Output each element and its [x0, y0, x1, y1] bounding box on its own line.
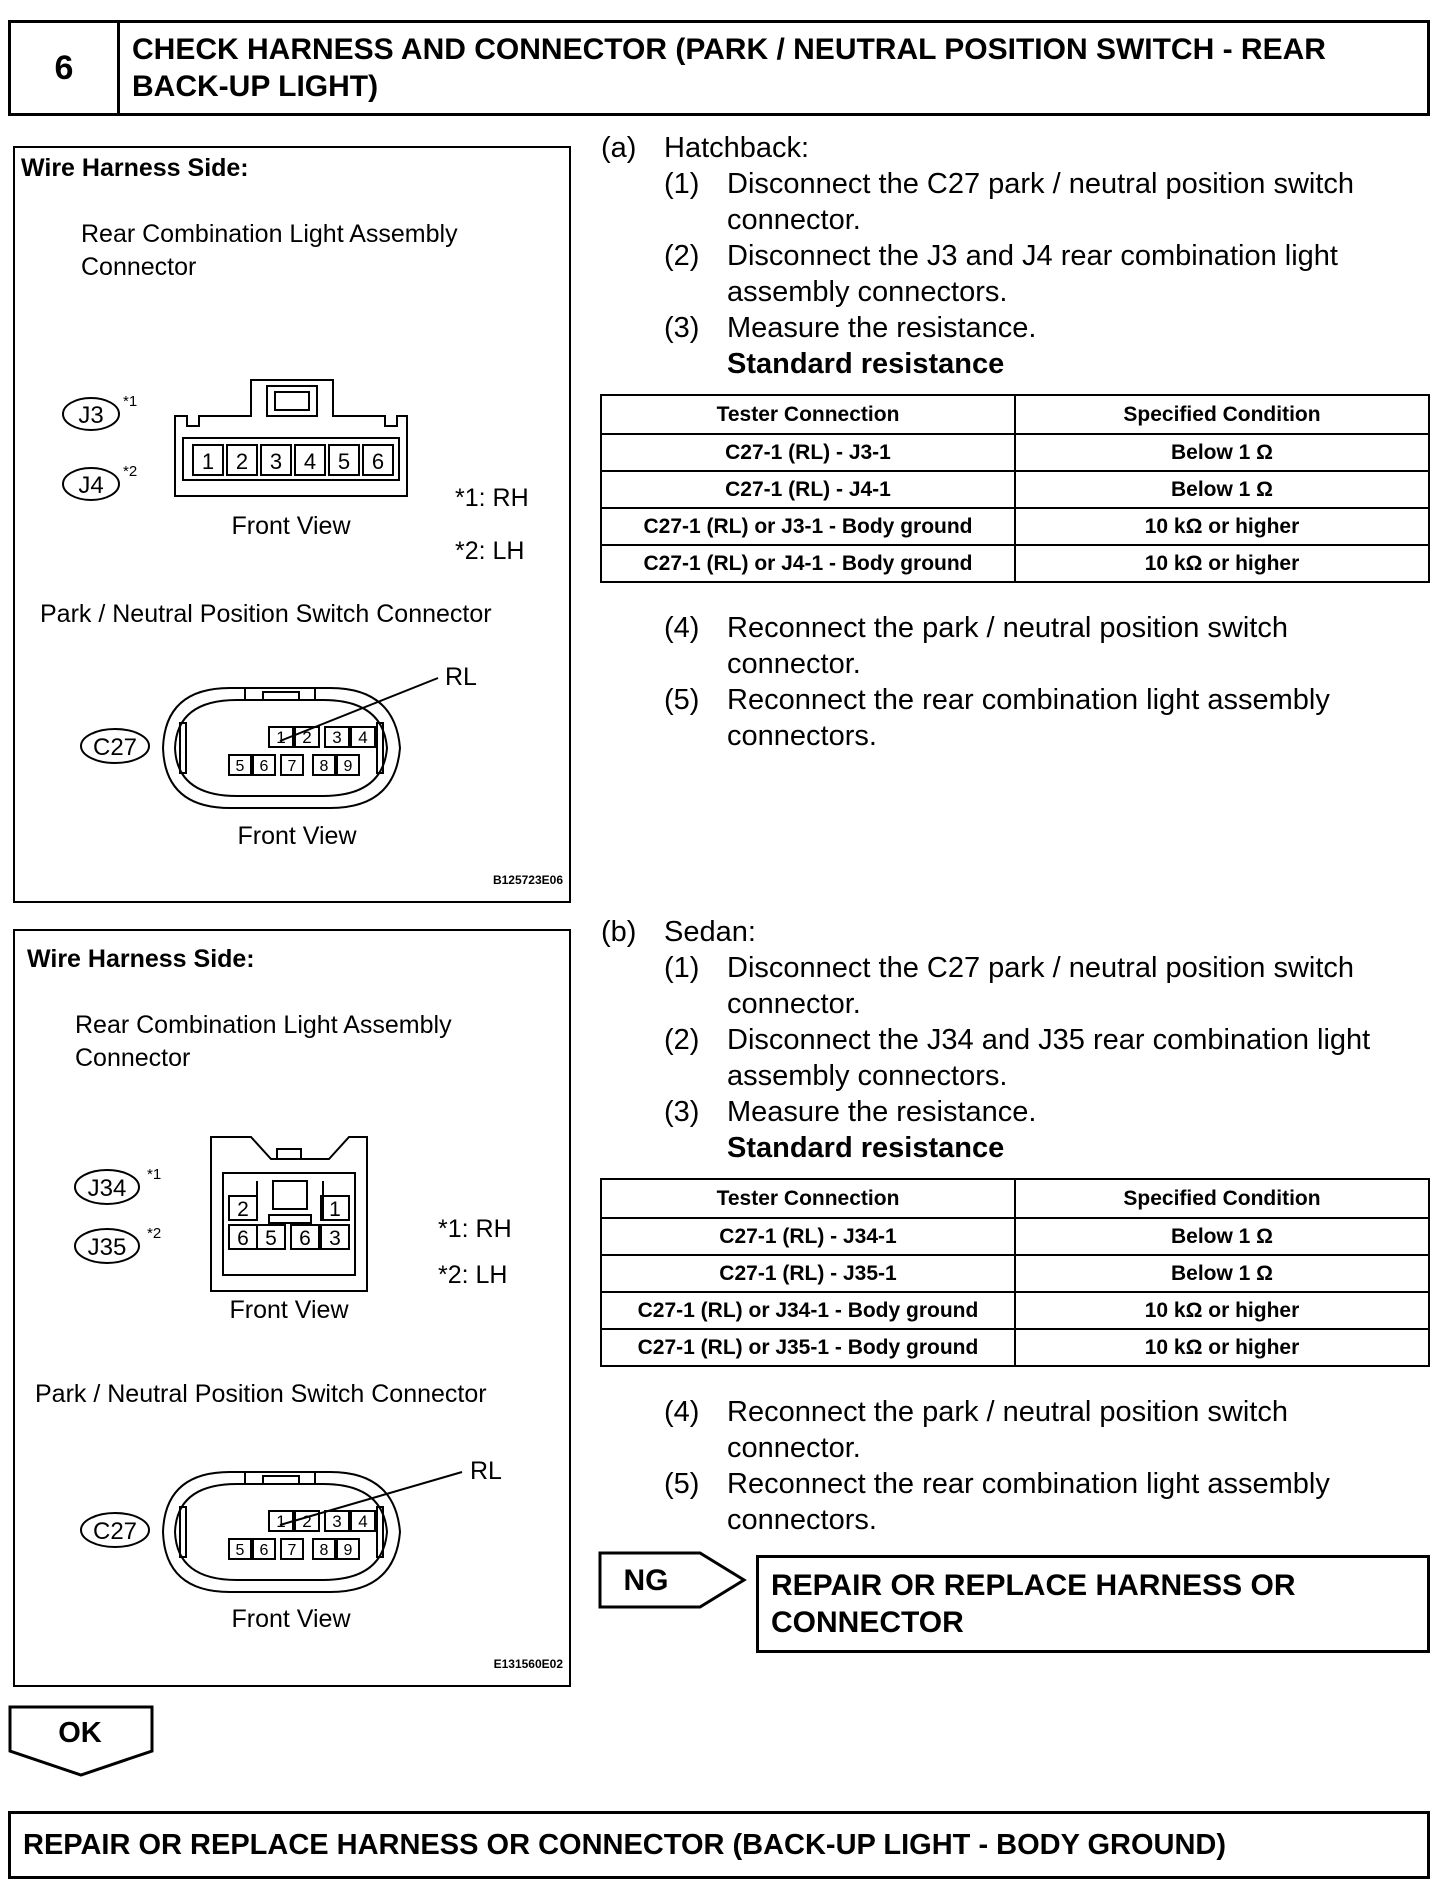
- note-lh: *2: LH: [438, 1261, 508, 1289]
- rl-label: RL: [445, 663, 477, 691]
- c27-pin-4: 4: [358, 1512, 368, 1531]
- step-num-3: (3): [664, 312, 700, 344]
- header-tester-connection: Tester Connection: [601, 395, 1015, 434]
- sedan-pin-6a: 6: [237, 1227, 249, 1250]
- rear-connector-label: Rear Combination Light Assembly: [81, 220, 458, 248]
- c27-pin-5: 5: [235, 758, 245, 775]
- sedan-connector-diagram: [15, 931, 569, 1685]
- c27-pin-1: 1: [276, 1512, 286, 1531]
- rear-connector-label: Rear Combination Light Assembly: [75, 1011, 452, 1039]
- step-num-2: (2): [664, 1024, 700, 1056]
- header-specified-condition: Specified Condition: [1015, 1179, 1429, 1218]
- resistance-table-sedan: [600, 1178, 1430, 1367]
- note-rh: *1: RH: [438, 1215, 512, 1243]
- table-row: [601, 1218, 1429, 1255]
- table-row: [601, 434, 1429, 471]
- c27-pin-4: 4: [358, 728, 368, 747]
- step-num-4: (4): [664, 1396, 700, 1428]
- c27-pin-9: 9: [343, 1542, 353, 1559]
- pin-6: 6: [371, 449, 385, 474]
- step-1-line-1: Disconnect the C27 park / neutral position switch: [727, 952, 1355, 984]
- j3-label: J3: [78, 402, 104, 429]
- ng-result-box: [756, 1555, 1430, 1653]
- step-2-line-2: assembly connectors.: [727, 1060, 1008, 1092]
- hatchback-connector-diagram: [15, 148, 569, 901]
- step-4-line-2: connector.: [727, 648, 861, 680]
- resistance-table-hatchback: [600, 394, 1430, 583]
- step-num-3: (3): [664, 1096, 700, 1128]
- j3-sup: *1: [123, 393, 138, 410]
- rl-label: RL: [470, 1457, 502, 1485]
- cell-condition: 10 kΩ or higher: [1015, 1329, 1429, 1366]
- step-4-line-1: Reconnect the park / neutral position switch: [727, 612, 1288, 644]
- front-view-label: Front View: [229, 1296, 349, 1324]
- table-row: [601, 471, 1429, 508]
- cell-connection: C27-1 (RL) - J4-1: [601, 471, 1015, 508]
- pin-5: 5: [337, 449, 351, 474]
- step-num-5: (5): [664, 684, 700, 716]
- step-num-1: (1): [664, 952, 700, 984]
- step-title: CHECK HARNESS AND CONNECTOR (PARK / NEUTRAL POSITION SWITCH - REAR BACK-UP LIGHT): [132, 33, 1326, 103]
- step-2-line-1: Disconnect the J34 and J35 rear combination light: [727, 1024, 1371, 1056]
- sedan-pin-1: 1: [329, 1198, 341, 1221]
- cell-condition: Below 1 Ω: [1015, 1218, 1429, 1255]
- ok-arrow: [8, 1705, 156, 1779]
- c27-pin-8: 8: [319, 758, 329, 775]
- table-header-row: [601, 395, 1429, 434]
- pin-1: 1: [201, 449, 215, 474]
- c27-label: C27: [92, 1518, 138, 1545]
- final-result-box: [8, 1811, 1430, 1879]
- c27-pin-6: 6: [259, 758, 269, 775]
- header-specified-condition: Specified Condition: [1015, 395, 1429, 434]
- cell-condition: Below 1 Ω: [1015, 1255, 1429, 1292]
- ng-label: NG: [623, 1564, 669, 1597]
- note-rh: *1: RH: [455, 484, 529, 512]
- rear-connector-label-2: Connector: [81, 253, 197, 281]
- section-title: Hatchback:: [664, 132, 810, 164]
- six-pin-cells: [193, 445, 393, 475]
- j34-label: J34: [87, 1175, 127, 1202]
- c27-pin-9: 9: [343, 758, 353, 775]
- cell-connection: C27-1 (RL) or J34-1 - Body ground: [601, 1292, 1015, 1329]
- cell-connection: C27-1 (RL) - J34-1: [601, 1218, 1015, 1255]
- cell-connection: C27-1 (RL) - J35-1: [601, 1255, 1015, 1292]
- cell-condition: 10 kΩ or higher: [1015, 545, 1429, 582]
- step-num-4: (4): [664, 612, 700, 644]
- c27-label: C27: [92, 734, 138, 761]
- table-header-row: [601, 1179, 1429, 1218]
- step-title-box: [117, 20, 1430, 116]
- step-number-box: [8, 20, 120, 116]
- step-1-line-2: connector.: [727, 988, 861, 1020]
- sedan-pin-5: 5: [265, 1227, 277, 1250]
- cell-connection: C27-1 (RL) or J35-1 - Body ground: [601, 1329, 1015, 1366]
- step-2-line-2: assembly connectors.: [727, 276, 1008, 308]
- header-tester-connection: Tester Connection: [601, 1179, 1015, 1218]
- step-5-line-1: Reconnect the rear combination light assembly: [727, 684, 1330, 716]
- cell-condition: 10 kΩ or higher: [1015, 508, 1429, 545]
- front-view-label-2: Front View: [231, 1605, 351, 1633]
- j35-sup: *2: [147, 1225, 162, 1242]
- section-label: (b): [601, 916, 637, 948]
- front-view-label-2: Front View: [237, 822, 357, 850]
- rear-connector-label-2: Connector: [75, 1044, 191, 1072]
- step-4-line-1: Reconnect the park / neutral position switch: [727, 1396, 1288, 1428]
- figure-title: Wire Harness Side:: [21, 154, 249, 182]
- figure-title: Wire Harness Side:: [27, 945, 255, 973]
- figure-hatchback: [13, 146, 571, 903]
- pin-2: 2: [235, 449, 249, 474]
- cell-connection: C27-1 (RL) or J3-1 - Body ground: [601, 508, 1015, 545]
- c27-pin-3: 3: [332, 728, 342, 747]
- c27-pin-5: 5: [235, 1542, 245, 1559]
- c27-pin-2: 2: [302, 728, 312, 747]
- step-number: 6: [54, 48, 74, 87]
- figure-sedan: [13, 929, 571, 1687]
- six-pin-connector: [175, 380, 407, 496]
- pnp-connector-label: Park / Neutral Position Switch Connector: [35, 1380, 487, 1408]
- j4-sup: *2: [123, 463, 138, 480]
- step-2-line-1: Disconnect the J3 and J4 rear combination light: [727, 240, 1338, 272]
- cell-condition: 10 kΩ or higher: [1015, 1292, 1429, 1329]
- pnp-connector-label: Park / Neutral Position Switch Connector: [40, 600, 492, 628]
- ok-label: OK: [58, 1717, 102, 1749]
- table-row: [601, 1329, 1429, 1366]
- c27-pin-6: 6: [259, 1542, 269, 1559]
- j4-label: J4: [78, 472, 104, 499]
- final-result-text: REPAIR OR REPLACE HARNESS OR CONNECTOR (BACK-UP LIGHT - BODY GROUND): [23, 1828, 1227, 1861]
- c27-pin-2: 2: [302, 1512, 312, 1531]
- step-1-line-1: Disconnect the C27 park / neutral position switch: [727, 168, 1355, 200]
- c27-pin-7: 7: [287, 1542, 297, 1559]
- standard-resistance-label: Standard resistance: [727, 348, 1005, 380]
- cell-connection: C27-1 (RL) - J3-1: [601, 434, 1015, 471]
- standard-resistance-label: Standard resistance: [727, 1132, 1005, 1164]
- pin-3: 3: [269, 449, 283, 474]
- section-label: (a): [601, 132, 637, 164]
- c27-pin-3: 3: [332, 1512, 342, 1531]
- j34-sup: *1: [147, 1166, 162, 1183]
- sedan-pin-2: 2: [237, 1198, 249, 1221]
- step-5-line-2: connectors.: [727, 1504, 877, 1536]
- sedan-pin-6b: 6: [299, 1227, 311, 1250]
- step-5-line-1: Reconnect the rear combination light assembly: [727, 1468, 1330, 1500]
- note-lh: *2: LH: [455, 537, 525, 565]
- c27-pin-1: 1: [276, 728, 286, 747]
- step-3-line-1: Measure the resistance.: [727, 312, 1037, 344]
- step-1-line-2: connector.: [727, 204, 861, 236]
- j35-label: J35: [87, 1234, 127, 1261]
- ng-result-text: REPAIR OR REPLACE HARNESS OR CONNECTOR: [771, 1569, 1296, 1639]
- step-num-1: (1): [664, 168, 700, 200]
- table-row: [601, 508, 1429, 545]
- step-5-line-2: connectors.: [727, 720, 877, 752]
- table-row: [601, 1292, 1429, 1329]
- c27-pin-8: 8: [319, 1542, 329, 1559]
- figure-id: E131560E02: [493, 1657, 563, 1671]
- section-title: Sedan:: [664, 916, 756, 948]
- six-pin-sedan-connector: [211, 1137, 367, 1291]
- step-3-line-1: Measure the resistance.: [727, 1096, 1037, 1128]
- pin-4: 4: [303, 449, 317, 474]
- cell-condition: Below 1 Ω: [1015, 434, 1429, 471]
- table-row: [601, 1255, 1429, 1292]
- cell-connection: C27-1 (RL) or J4-1 - Body ground: [601, 545, 1015, 582]
- step-num-2: (2): [664, 240, 700, 272]
- step-num-5: (5): [664, 1468, 700, 1500]
- ng-arrow: [598, 1551, 750, 1611]
- cell-condition: Below 1 Ω: [1015, 471, 1429, 508]
- c27-pin-7: 7: [287, 758, 297, 775]
- sedan-pin-3: 3: [329, 1227, 341, 1250]
- table-row: [601, 545, 1429, 582]
- figure-id: B125723E06: [492, 873, 563, 887]
- front-view-label: Front View: [231, 512, 351, 540]
- step-4-line-2: connector.: [727, 1432, 861, 1464]
